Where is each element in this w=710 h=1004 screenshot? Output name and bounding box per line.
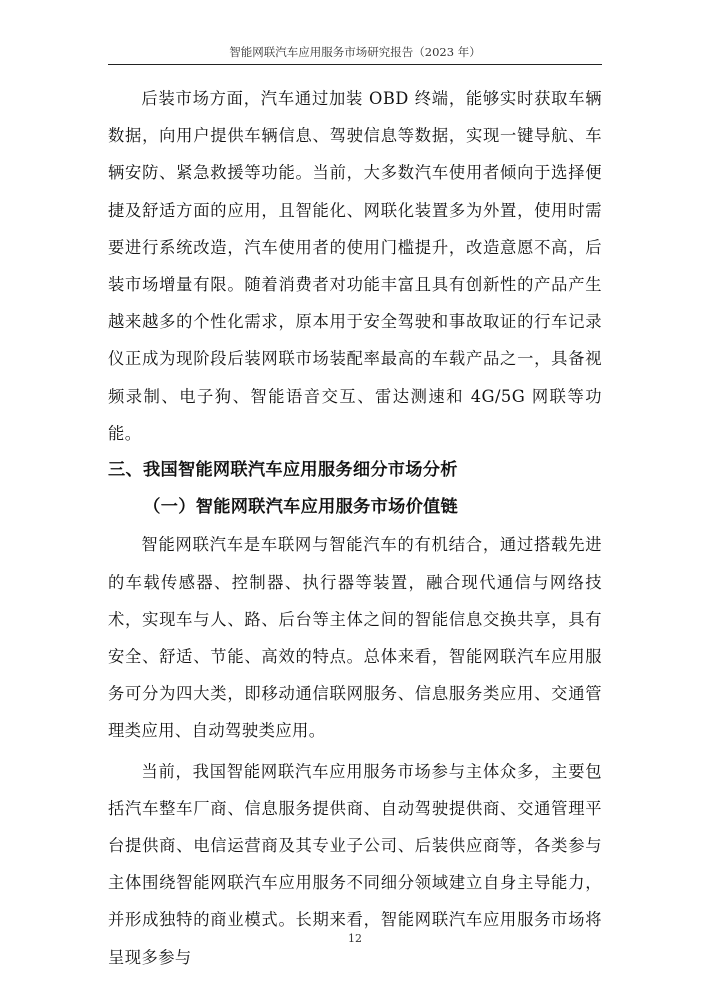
paragraph-market-participants: 当前，我国智能网联汽车应用服务市场参与主体众多，主要包括汽车整车厂商、信息服务提供商、自动驾驶提供商、交通管理平台提供商、电信运营商及其专业子公司、后装供应商等，各类参与主体围绕智能网联汽车应用服务不同细分领域建立自身主导能力，并形成独特的商业模式。长期来看，智能网联汽车应用服务市场将呈现多参与 (108, 761, 602, 967)
page-body (108, 80, 602, 976)
paragraph-definition: 智能网联汽车是车联网与智能汽车的有机结合，通过搭载先进的车载传感器、控制器、执行器等装置，融合现代通信与网络技术，实现车与人、路、后台等主体之间的智能信息交换共享，具有安全、舒适、节能、高效的特点。总体来看，智能网联汽车应用服务可分为四大类，即移动通信联网服务、信息服务类应用、交通管理类应用、自动驾驶类应用。 (108, 535, 602, 741)
page-number: 12 (348, 932, 362, 945)
paragraph-aftermarket: 后装市场方面，汽车通过加装 OBD 终端，能够实时获取车辆数据，向用户提供车辆信息、驾驶信息等数据，实现一键导航、车辆安防、紧急救援等功能。当前，大多数汽车使用者倾向于选择便捷及舒适方面的应用，且智能化、网联化装置多为外置，使用时需要进行系统改造，汽车使用者的使用门槛提升，改造意愿不高，后装市场增量有限。随着消费者对功能丰富且具有创新性的产品产生越来越多的个性化需求，原本用于安全驾驶和事故取证的行车记录仪正成为现阶段后装网联市场装配率最高的车载产品之一，具备视频录制、电子狗、智能语音交互、雷达测速和 4G/5G 网联等功能。 (108, 89, 602, 443)
running-header: 智能网联汽车应用服务市场研究报告（2023 年） (229, 45, 481, 59)
subsection-heading: （一）智能网联汽车应用服务市场价值链 (143, 497, 459, 518)
section-heading: 三、我国智能网联汽车应用服务细分市场分析 (108, 460, 458, 481)
header-rule (108, 64, 602, 65)
